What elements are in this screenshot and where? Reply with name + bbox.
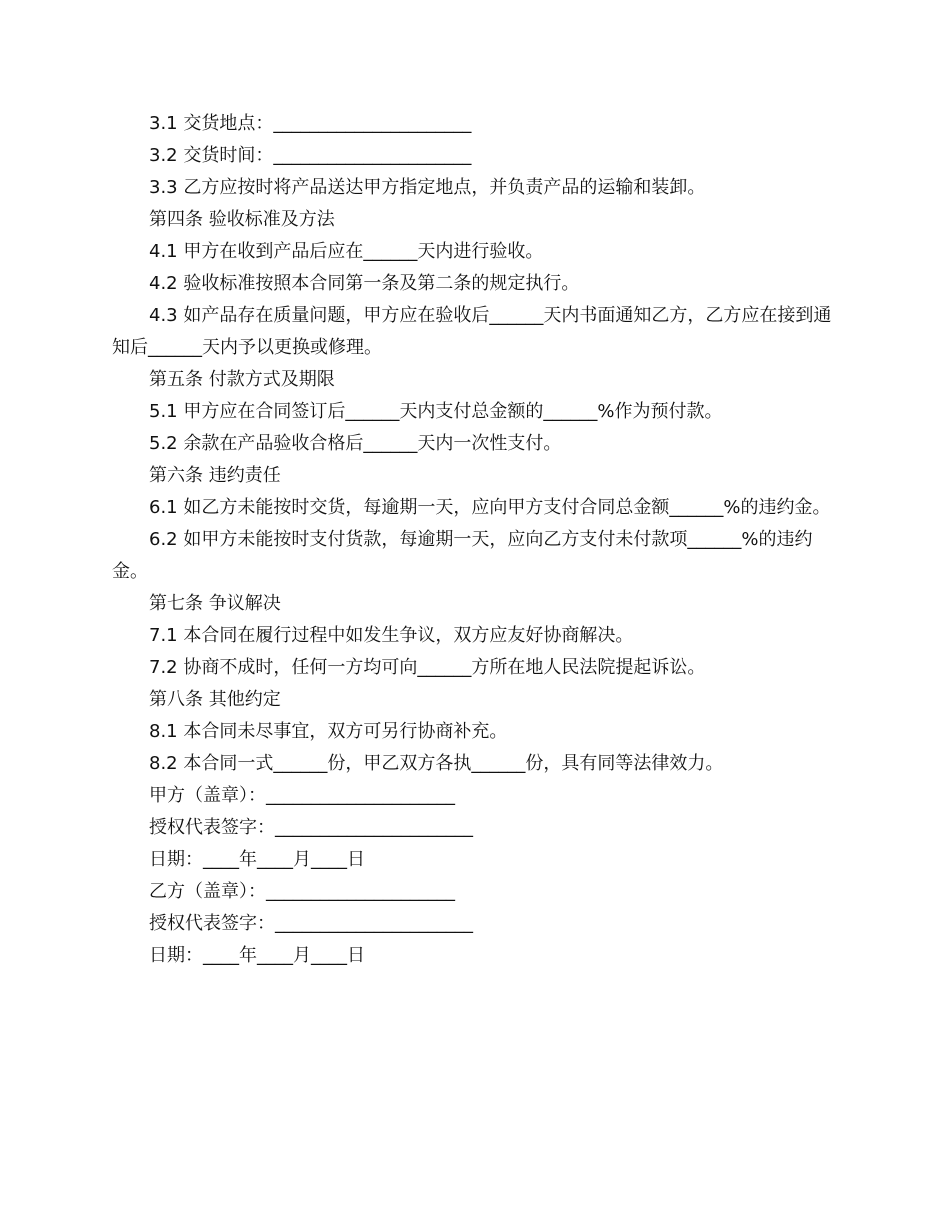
party-b-date: 日期：____年____月____日 xyxy=(149,945,365,966)
clause-3-1: 3.1 交货地点：______________________ xyxy=(149,113,472,134)
heading-article-8: 第八条 其他约定 xyxy=(149,689,281,710)
party-b-signature: 授权代表签字：______________________ xyxy=(149,913,473,934)
clause-4-1: 4.1 甲方在收到产品后应在______天内进行验收。 xyxy=(149,241,544,262)
clause-7-1: 7.1 本合同在履行过程中如发生争议，双方应友好协商解决。 xyxy=(149,625,634,646)
party-a-date: 日期：____年____月____日 xyxy=(149,849,365,870)
clause-5-2: 5.2 余款在产品验收合格后______天内一次性支付。 xyxy=(149,433,562,454)
clause-7-2: 7.2 协商不成时，任何一方均可向______方所在地人民法院提起诉讼。 xyxy=(149,657,706,678)
clause-6-1: 6.1 如乙方未能按时交货，每逾期一天，应向甲方支付合同总金额______%的违约金。 xyxy=(149,497,831,518)
heading-article-7: 第七条 争议解决 xyxy=(149,593,281,614)
clause-5-1: 5.1 甲方应在合同签订后______天内支付总金额的______%作为预付款。 xyxy=(149,401,723,422)
clause-8-1: 8.1 本合同未尽事宜，双方可另行协商补充。 xyxy=(149,721,508,742)
clause-3-3: 3.3 乙方应按时将产品送达甲方指定地点，并负责产品的运输和装卸。 xyxy=(149,177,706,198)
party-a-seal: 甲方（盖章）：_____________________ xyxy=(149,785,455,806)
heading-article-5: 第五条 付款方式及期限 xyxy=(149,369,335,390)
clause-4-2: 4.2 验收标准按照本合同第一条及第二条的规定执行。 xyxy=(149,273,580,294)
clause-4-3: 4.3 如产品存在质量问题，甲方应在验收后______天内书面通知乙方，乙方应在接到通知后______天内予以更换或修理。 xyxy=(112,305,832,358)
heading-article-6: 第六条 违约责任 xyxy=(149,465,281,486)
contract-body xyxy=(112,108,832,972)
party-a-signature: 授权代表签字：______________________ xyxy=(149,817,473,838)
clause-3-2: 3.2 交货时间：______________________ xyxy=(149,145,472,166)
heading-article-4: 第四条 验收标准及方法 xyxy=(149,209,335,230)
clause-8-2: 8.2 本合同一式______份，甲乙双方各执______份，具有同等法律效力。 xyxy=(149,753,724,774)
party-b-seal: 乙方（盖章）：_____________________ xyxy=(149,881,455,902)
clause-6-2: 6.2 如甲方未能按时支付货款，每逾期一天，应向乙方支付未付款项______%的违约金。 xyxy=(112,529,813,582)
